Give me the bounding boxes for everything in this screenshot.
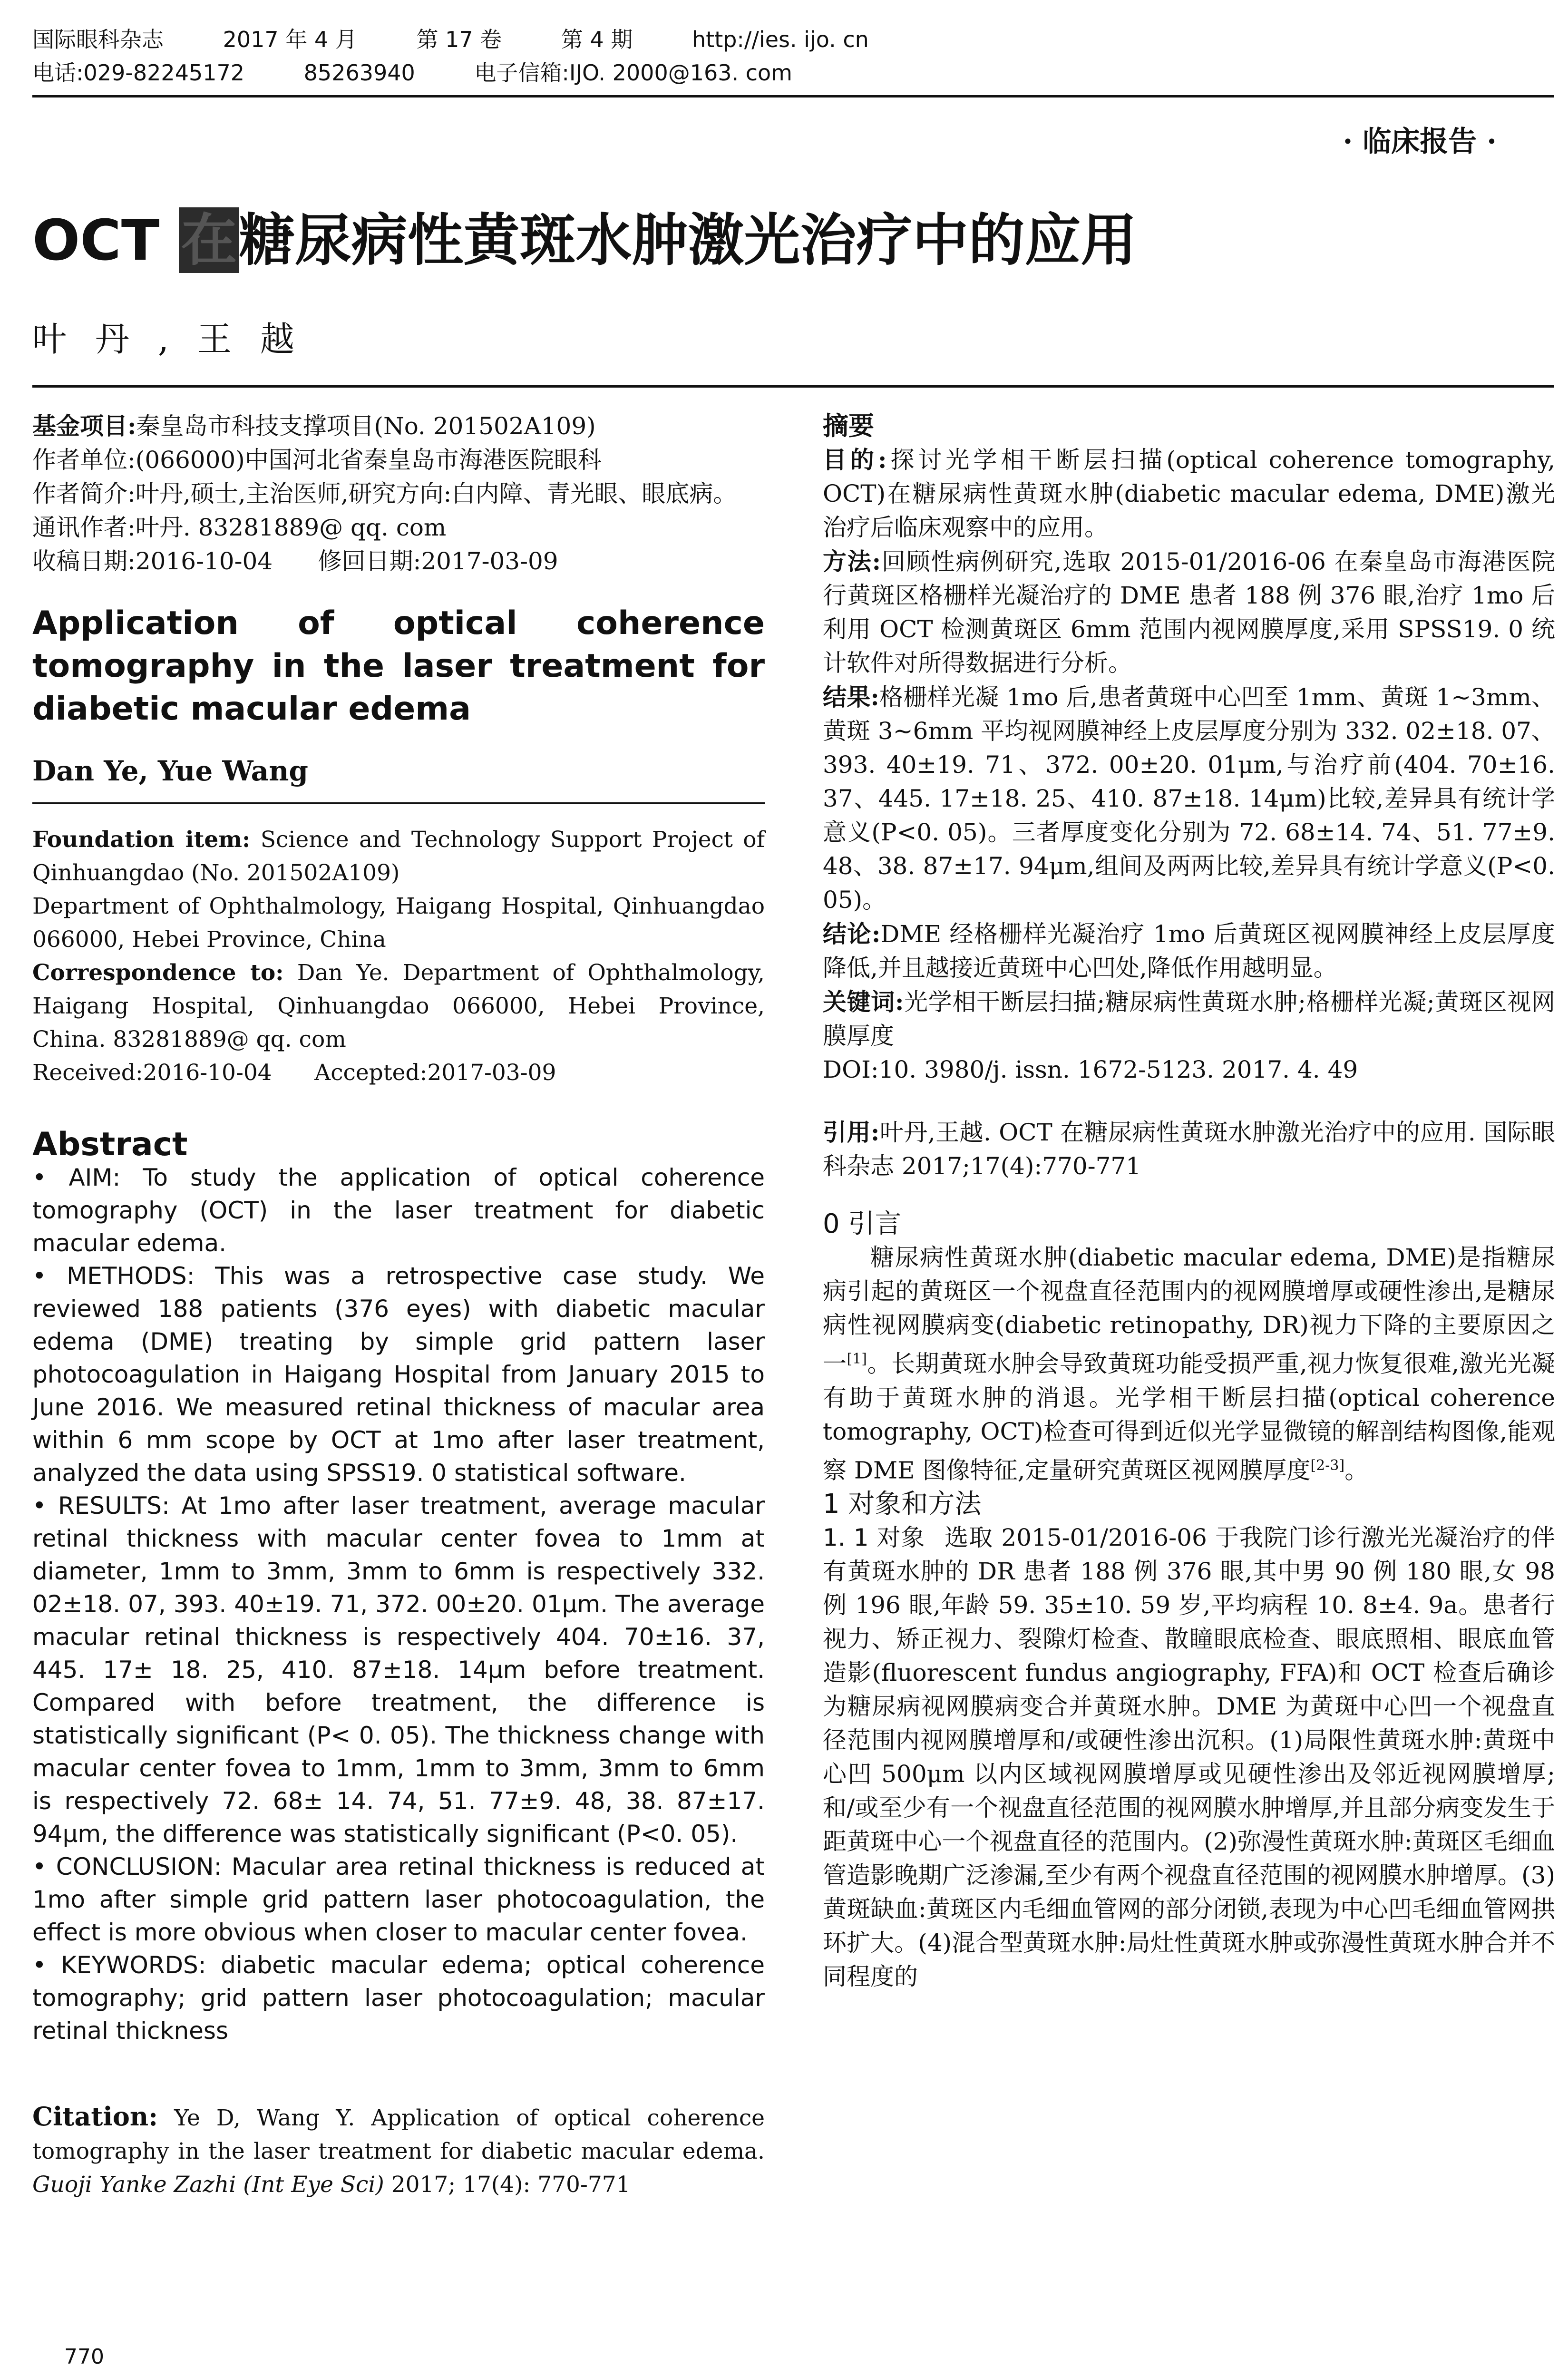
right-column (823, 409, 1555, 1994)
abstract-conclusion: • CONCLUSION: Macular area retinal thickness is reduced at 1mo after simple grid pattern laser photocoagulation, the effect is more obvious when closer to macular center fovea. (32, 1853, 765, 1946)
section-tag: · 临床报告 · (1343, 125, 1497, 158)
english-rule (32, 802, 765, 804)
meta-cn-line: 收稿日期:2016-10-04 修回日期:2017-03-09 (32, 547, 558, 575)
methods-paragraph: 1. 1 对象 选取 2015-01/2016-06 于我院门诊行激光光凝治疗的伴有黄斑水肿的 DR 患者 188 例 376 眼,其中男 90 例 180 眼,女 98 例 196 眼,年龄 59. 35±10. 59 岁,平均病程 10. 8±4. 9a。患者行视力、矫正视力、裂隙灯检查、散瞳眼底检查、眼底照相、眼底血管造影(fluorescent fundus angiography, FFA)和 OCT 检查后确诊为糖尿病视网膜病变合并黄斑水肿。DME 为黄斑中心凹一个视盘直径范围内视网膜增厚和/或硬性渗出沉积。(1)局限性黄斑水肿:黄斑中心凹 500μm 以内区域视网膜增厚或见硬性渗出及邻近视网膜增厚;和/或至少有一个视盘直径范围的视网膜水肿增厚,并且部分病变发生于距黄斑中心一个视盘直径的范围内。(2)弥漫性黄斑水肿:黄斑区毛细血管造影晚期广泛渗漏,至少有两个视盘直径范围的视网膜水肿增厚。(3)黄斑缺血:黄斑区内毛细血管网的部分闭锁,表现为中心凹毛细血管网拱环扩大。(4)混合型黄斑水肿:局灶性黄斑水肿或弥漫性黄斑水肿合并不同程度的 (823, 1524, 1555, 1991)
meta-cn-line: 作者单位:(066000)中国河北省秦皇岛市海港医院眼科 (32, 446, 602, 474)
title-prefix: OCT (32, 207, 179, 273)
doi[interactable]: DOI:10. 3980/j. issn. 1672-5123. 2017. 4. 49 (823, 1056, 1358, 1083)
methods-heading: 1 对象和方法 (823, 1489, 982, 1520)
title-rest: 糖尿病性黄斑水肿激光治疗中的应用 (239, 207, 1137, 273)
meta-en-line: Department of Ophthalmology, Haigang Hospital, Qinhuangdao 066000, Hebei Province, China (32, 893, 765, 953)
meta-en (32, 823, 765, 1090)
abstract-cn-heading: 摘要 (823, 410, 874, 441)
abstract-heading: Abstract (32, 1126, 188, 1163)
abstract-cn-item: 结果:格栅样光凝 1mo 后,患者黄斑中心凹至 1mm、黄斑 1~3mm、黄斑 3~6mm 平均视网膜神经上皮层厚度分别为 332. 02±18. 07、393. 40±19. 71、372. 00±20. 01μm,与治疗前(404. 70±16. 37、445. 17±18. 25、410. 87±18. 14μm)比较,差异具有统计学意义(P<0. 05)。三者厚度变化分别为 72. 68±14. 74、51. 77±9. 48、38. 87±17. 94μm,组间及两两比较,差异具有统计学意义(P<0. 05)。 (823, 683, 1555, 914)
title-highlight: 在 (179, 207, 239, 273)
email[interactable]: 电子信箱:IJO. 2000@163. com (474, 60, 792, 86)
authors-cn: 叶丹,王越 (32, 319, 323, 359)
english-authors: Dan Ye, Yue Wang (32, 755, 308, 787)
issue: 第 4 期 (561, 27, 633, 52)
cite-cn: 引用:叶丹,王越. OCT 在糖尿病性黄斑水肿激光治疗中的应用. 国际眼科杂志 2017;17(4):770-771 (823, 1118, 1555, 1180)
page-number: 770 (64, 2345, 104, 2369)
intro-paragraph: 糖尿病性黄斑水肿(diabetic macular edema, DME)是指糖尿病引起的黄斑区一个视盘直径范围内的视网膜增厚或硬性渗出,是糖尿病性视网膜病变(diabetic retinopathy, DR)视力下降的主要原因之一[1]。长期黄斑水肿会导致黄斑功能受损严重,视力恢复很难,激光光凝有助于黄斑水肿的消退。光学相干断层扫描(optical coherence tomography, OCT)检查可得到近似光学显微镜的解剖结构图像,能观察 DME 图像特征,定量研究黄斑区视网膜厚度[2-3]。 (823, 1244, 1555, 1484)
title-rule (32, 385, 1554, 388)
left-column (32, 409, 765, 2202)
citation-label: Citation: (32, 2101, 158, 2132)
header-line-1 (32, 23, 1554, 56)
meta-cn-line: 通讯作者:叶丹. 83281889@ qq. com (32, 514, 447, 541)
citation: Citation: Ye D, Wang Y. Application of optical coherence tomography in the laser treatment for diabetic macular edema. Guoji Yanke Zazhi (Int Eye Sci) 2017; 17(4): 770-771 (32, 2101, 765, 2198)
ref-1[interactable]: [1] (847, 1351, 867, 1367)
phone-2: 85263940 (303, 60, 415, 86)
journal-url[interactable]: http://ies. ijo. cn (692, 27, 869, 52)
header-rule (32, 95, 1554, 97)
meta-en-line: Correspondence to: Dan Ye. Department of Ophthalmology, Haigang Hospital, Qinhuangdao 066000, Hebei Province, China. 83281889@ qq. com (32, 960, 765, 1052)
header-line-2 (32, 56, 1554, 89)
abstract-keywords: • KEYWORDS: diabetic macular edema; optical coherence tomography; grid pattern laser photocoagulation; macular retinal thickness (32, 1951, 765, 2045)
abstract-cn-item: 关键词:光学相干断层扫描;糖尿病性黄斑水肿;格栅样光凝;黄斑区视网膜厚度 (823, 988, 1555, 1050)
ref-2-3[interactable]: [2-3] (1310, 1457, 1345, 1474)
abstract-cn-item: 目的:探讨光学相干断层扫描(optical coherence tomography, OCT)在糖尿病性黄斑水肿(diabetic macular edema, DME)激光治疗后临床观察中的应用。 (823, 446, 1555, 541)
journal-name: 国际眼科杂志 (32, 27, 164, 52)
intro-heading: 0 引言 (823, 1208, 902, 1239)
abstract-cn-item: 结论:DME 经格栅样光凝治疗 1mo 后黄斑区视网膜神经上皮层厚度降低,并且越接近黄斑中心凹处,降低作用越明显。 (823, 920, 1555, 982)
meta-cn-line: 基金项目:秦皇岛市科技支撑项目(No. 201502A109) (32, 412, 596, 440)
abstract-body (32, 1161, 765, 2047)
meta-en-line: Received:2016-10-04 Accepted:2017-03-09 (32, 1060, 556, 1086)
abstract-methods: • METHODS: This was a retrospective case study. We reviewed 188 patients (376 eyes) with diabetic macular edema (DME) treating by simple grid pattern laser photocoagulation in Haigang Hospital from January 2015 to June 2016. We measured retinal thickness of macular area within 6 mm scope by OCT at 1mo after laser treatment, analyzed the data using SPSS19. 0 statistical software. (32, 1262, 765, 1487)
abstract-cn-item: 方法:回顾性病例研究,选取 2015-01/2016-06 在秦皇岛市海港医院行黄斑区格栅样光凝治疗的 DME 患者 188 例 376 眼,治疗 1mo 后利用 OCT 检测黄斑区 6mm 范围内视网膜厚度,采用 SPSS19. 0 统计软件对所得数据进行分析。 (823, 547, 1555, 677)
meta-en-line: Foundation item: Science and Technology Support Project of Qinhuangdao (No. 201502A109) (32, 827, 765, 886)
english-title: Application of optical coherence tomography in the laser treatment for diabetic macular edema (32, 604, 765, 728)
article-title (32, 195, 1137, 276)
citation-journal: Guoji Yanke Zazhi (Int Eye Sci) (32, 2172, 384, 2198)
volume: 第 17 卷 (416, 27, 502, 52)
abstract-aim: • AIM: To study the application of optical coherence tomography (OCT) in the laser treatment for diabetic macular edema. (32, 1164, 765, 1257)
journal-header (32, 23, 1554, 89)
meta-cn-line: 作者简介:叶丹,硕士,主治医师,研究方向:白内障、青光眼、眼底病。 (32, 480, 737, 507)
issue-date: 2017 年 4 月 (223, 27, 357, 52)
phone: 电话:029-82245172 (32, 60, 245, 86)
abstract-results: • RESULTS: At 1mo after laser treatment, average macular retinal thickness with macular center fovea to 1mm at diameter, 1mm to 3mm, 3mm to 6mm is respectively 332. 02±18. 07, 393. 40±19. 71, 372. 00±20. 01μm. The average macular retinal thickness is respectively 404. 70±16. 37, 445. 17± 18. 25, 410. 87±18. 14μm before treatment. Compared with before treatment, the difference is statistically significant (P< 0. 05). The thickness change with macular center fovea to 1mm, 1mm to 3mm, 3mm to 6mm is respectively 72. 68± 14. 74, 51. 77±9. 48, 38. 87±17. 94μm, the difference was statistically significant (P<0. 05). (32, 1492, 765, 1848)
meta-cn (32, 409, 765, 578)
subsection-label: 1. 1 对象 (823, 1524, 925, 1552)
